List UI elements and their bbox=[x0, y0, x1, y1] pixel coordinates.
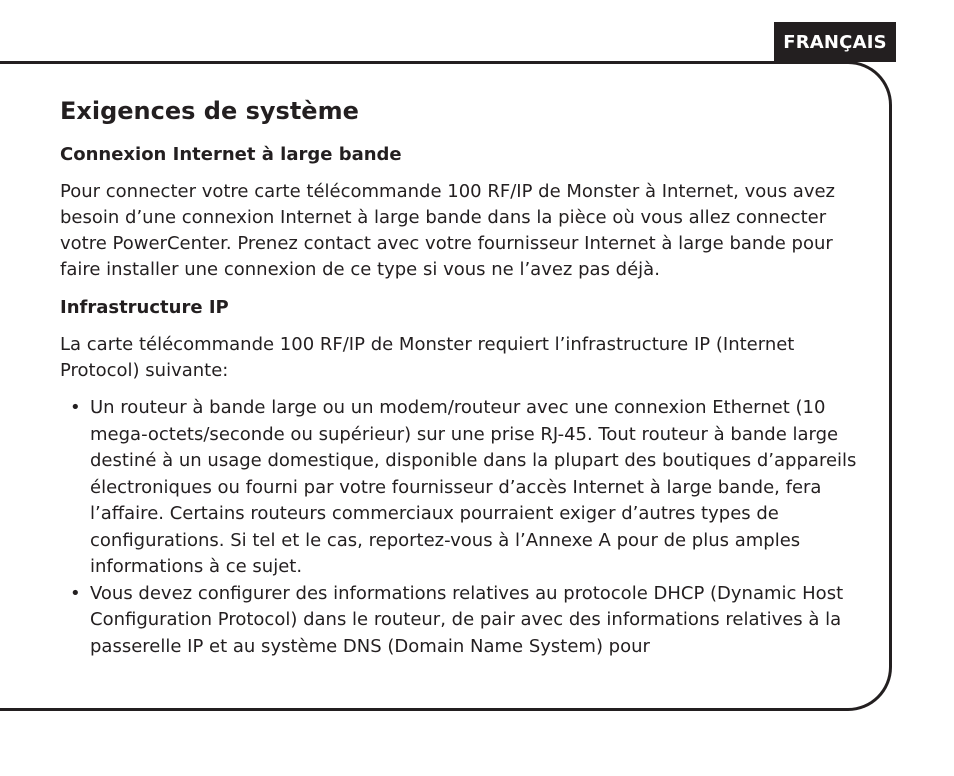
list-item-text: Vous devez configurer des informations relatives au protocole DHCP (Dynamic Host Configuration Protocol) dans le routeur, de pair avec des informations relatives à la passerelle IP et au système DNS (Domain Name System) pour bbox=[90, 582, 844, 657]
section-paragraph-ip-infrastructure: La carte télécommande 100 RF/IP de Monster requiert l’infrastructure IP (Internet Protocol) suivante: bbox=[60, 334, 795, 381]
requirements-list bbox=[60, 395, 870, 660]
section-heading-ip-infrastructure: Infrastructure IP bbox=[60, 297, 229, 318]
section-heading-broadband: Connexion Internet à large bande bbox=[60, 144, 402, 165]
list-item-text: Un routeur à bande large ou un modem/routeur avec une connexion Ethernet (10 mega-octets/seconde ou supérieur) sur une prise RJ-45. Tout routeur à bande large destiné à un usage domestique, disponible dans la plupart des boutiques d’appareils électroniques ou fourni par votre fournisseur d’accès Internet à large bande, fera l’affaire. Certains routeurs commerciaux pourraient exiger d’autres types de configurations. Si tel et le cas, reportez-vous à l’Annexe A pour de plus amples informations à ce sujet. bbox=[90, 397, 857, 577]
language-tab: FRANÇAIS bbox=[774, 22, 896, 62]
page-title: Exigences de système bbox=[60, 97, 359, 125]
list-item bbox=[60, 581, 870, 661]
bullet-icon: • bbox=[70, 397, 81, 418]
list-item bbox=[60, 395, 870, 581]
page-content bbox=[60, 94, 870, 660]
bullet-icon: • bbox=[70, 582, 81, 604]
section-paragraph-broadband: Pour connecter votre carte télécommande 100 RF/IP de Monster à Internet, vous avez besoin d’une connexion Internet à large bande dans la pièce où vous allez connecter votre PowerCenter. Prenez contact avec votre fournisseur Internet à large bande pour faire installer une connexion de ce type si vous ne l’avez pas déjà. bbox=[60, 181, 835, 280]
